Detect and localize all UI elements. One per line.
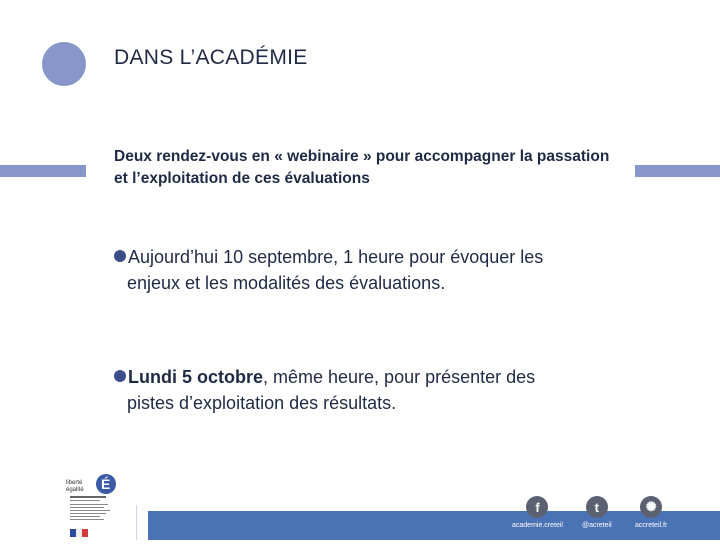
website-link[interactable] bbox=[635, 496, 667, 529]
bullet-continuation: pistes d’exploitation des résultats. bbox=[127, 393, 397, 413]
web-icon: ✺ bbox=[640, 496, 662, 518]
twitter-label: @acreteil bbox=[582, 522, 612, 529]
facebook-icon: f bbox=[526, 496, 548, 518]
bullet-text: Aujourd’hui 10 septembre, 1 heure pour évoquer les bbox=[128, 247, 544, 267]
decorative-circle bbox=[42, 42, 86, 86]
twitter-link[interactable] bbox=[582, 496, 612, 529]
bullet-continuation: enjeux et les modalités des évaluations. bbox=[127, 273, 446, 293]
bullet-dot-icon bbox=[114, 370, 126, 382]
bullet-item bbox=[114, 244, 634, 296]
logo-line1: liberté bbox=[66, 480, 83, 486]
bullet-dot-icon bbox=[114, 250, 126, 262]
twitter-icon: t bbox=[586, 496, 608, 518]
facebook-label: academie.creteil bbox=[512, 522, 563, 529]
facebook-link[interactable] bbox=[512, 496, 563, 529]
bullet-text: , même heure, pour présenter des bbox=[263, 367, 536, 387]
accent-bar-right bbox=[635, 165, 720, 177]
logo-letter: É bbox=[101, 476, 111, 492]
academie-logo-icon bbox=[64, 472, 134, 540]
logo-line2: égalité bbox=[66, 487, 84, 493]
website-label: accreteil.fr bbox=[635, 522, 668, 529]
bullet-bold-text: Lundi 5 octobre bbox=[128, 367, 263, 387]
footer-separator bbox=[136, 505, 137, 540]
slide-subtitle: Deux rendez-vous en « webinaire » pour accompagner la passation et l’exploitation de ces évaluations bbox=[114, 148, 610, 187]
bullet-item bbox=[114, 364, 634, 416]
accent-bar-left bbox=[0, 165, 86, 177]
slide-title: DANS L’ACADÉMIE bbox=[114, 46, 308, 69]
academie-logo bbox=[64, 472, 134, 540]
